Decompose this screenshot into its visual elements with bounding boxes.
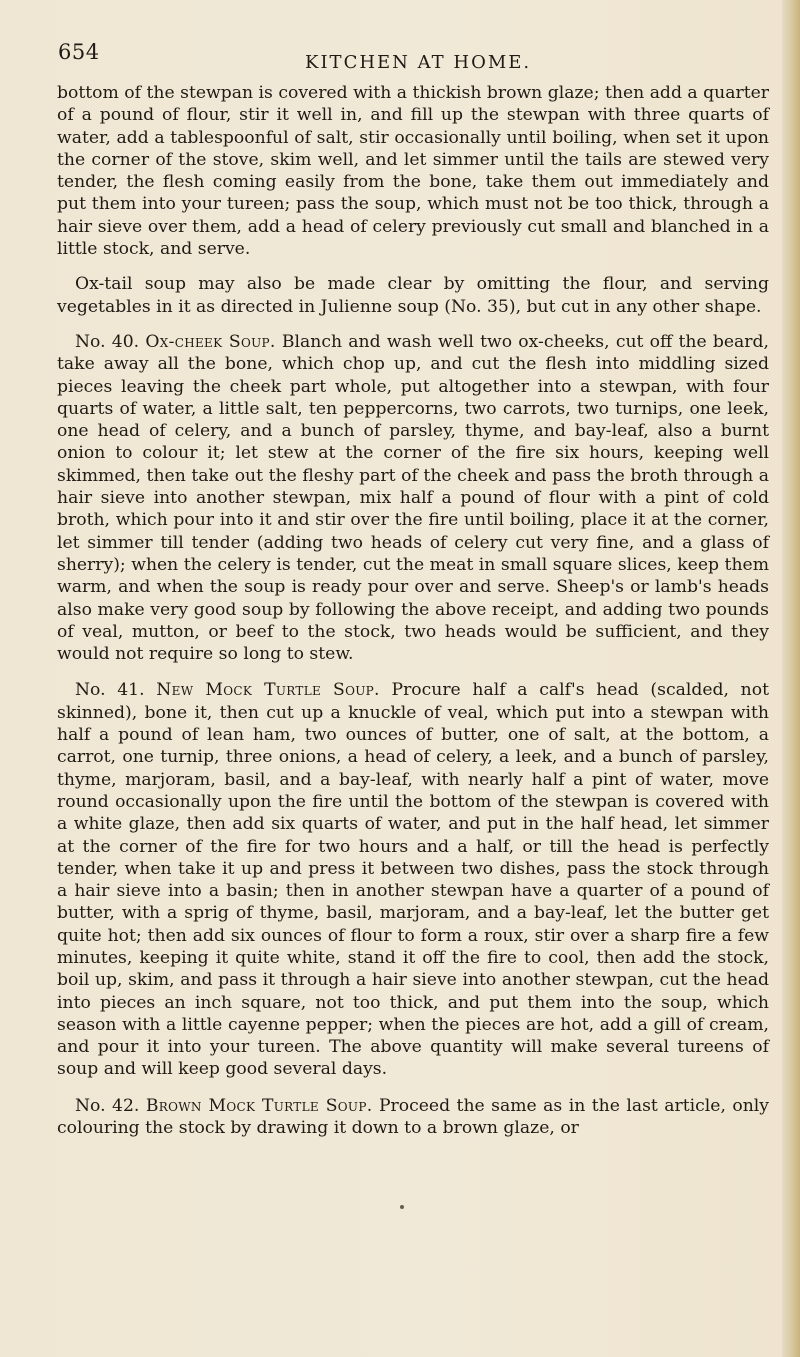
recipe-body: Procure half a calf's head (scalded, not skinned), bone it, then cut up a knuckle of veal, which put into a stewpan with half a pound of lean ham, two ounces of butter, one of salt, at the bottom, a carrot, one turnip, three onions, a head of celery, a leek, and a bunch of parsley, thyme, marjoram, basil, and a bay-leaf, with nearly half a pint of water, move round occasionally upon the fire until the bottom of the stewpan is covered with a white glaze, then add six quarts of water, and put in the half head, let simmer at the corner of the fire for two hours and a half, or till the head is perfectly tender, when take it up and press it between two dishes, pass the stock through a hair sieve into a basin; then in another stewpan have a quarter of a pound of butter, with a sprig of thyme, basil, marjoram, and a bay-leaf, let the butter get quite hot; then add six ounces of flour to form a roux, stir over a sharp fire a few minutes, keeping it quite white, stand it off the fire to cool, then add the stock, boil up, skim, and pass it through a hair sieve into another stewpan, cut the head into pieces an inch square, not too thick, and put them into the soup, which season with a little cayenne pepper; when the pieces are hot, add a gill of cream, and pour it into your tureen. The above quantity will make several tureens of soup and will keep good several days. xyxy=(57,680,769,1080)
recipe-number: No. 41. xyxy=(75,680,145,701)
recipe-title: Ox-cheek Soup. xyxy=(145,331,276,352)
opening-paragraph xyxy=(57,82,769,260)
page-number: 654 xyxy=(58,40,100,64)
recipe-title: Brown Mock Turtle Soup. xyxy=(145,1095,373,1116)
paper-speck xyxy=(400,1205,404,1209)
opening-paragraph-continuation xyxy=(57,273,769,318)
recipe-new-mock-turtle-soup xyxy=(57,679,769,1080)
recipe-number: No. 40. xyxy=(75,331,140,352)
opening-text: bottom of the stewpan is covered with a thickish brown glaze; then add a quarter of a pound of flour, stir it well in, and fill up the stewpan with three quarts of water, add a tablespoonful of salt, stir occasionally until boiling, when set it upon the corner of the stove, skim well, and let simmer until the tails are stewed very tender, the flesh coming easily from the bone, take them out immediately and put them into your tureen; pass the soup, which must not be too thick, through a hair sieve over them, add a head of celery previously cut small and blanched in a little stock, and serve. xyxy=(57,83,769,260)
recipe-title: New Mock Turtle Soup. xyxy=(156,680,380,701)
page-text xyxy=(57,82,769,1153)
page-right-edge xyxy=(782,0,800,1357)
opening-continuation-text: Ox-tail soup may also be made clear by omitting the flour, and serving vegetables in it as directed in Julienne soup (No. 35), but cut in any other shape. xyxy=(57,274,769,317)
recipe-ox-cheek-soup xyxy=(57,331,769,665)
recipe-brown-mock-turtle-soup xyxy=(57,1095,769,1140)
recipe-body: Proceed the same as in the last article, only colouring the stock by drawing it down to a brown glaze, or xyxy=(57,1095,770,1139)
running-head: KITCHEN AT HOME. xyxy=(305,52,532,73)
recipe-number: No. 42. xyxy=(75,1095,140,1116)
recipe-body: Blanch and wash well two ox-cheeks, cut off the beard, take away all the bone, which chop up, and cut the flesh into middling sized pieces leaving the cheek part whole, put altogether into a stewpan, with four quarts of water, a little salt, ten peppercorns, two carrots, two turnips, one leek, one head of celery, and a bunch of parsley, thyme, and bay-leaf, also a burnt onion to colour it; let stew at the corner of the fire six hours, keeping well skimmed, then take out the fleshy part of the cheek and pass the broth through a hair sieve into another stewpan, mix half a pound of flour with a pint of cold broth, which pour into it and stir over the fire until boiling, place it at the corner, let simmer till tender (adding two heads of celery cut very fine, and a glass of sherry); when the celery is tender, cut the meat in small square slices, keep them warm, and when the soup is ready pour over and serve. Sheep's or lamb's heads also make very good soup by following the above receipt, and adding two pounds of veal, mutton, or beef to the stock, two heads would be sufficient, and they would not require so long to stew. xyxy=(57,331,769,665)
